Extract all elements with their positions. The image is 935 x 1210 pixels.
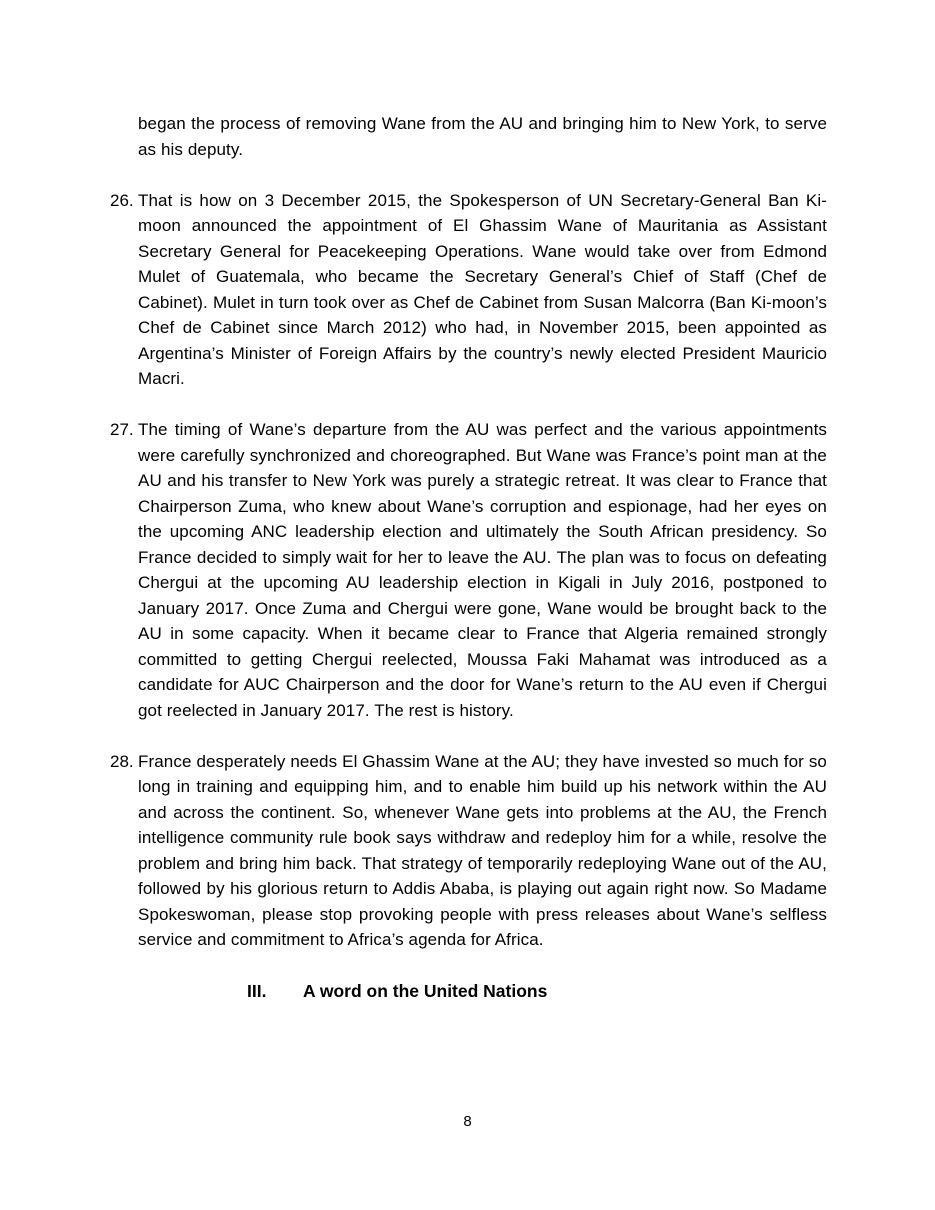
page-number: 8 (463, 1113, 472, 1130)
paragraph-number: 26. (110, 190, 134, 210)
paragraph-text: The timing of Wane’s departure from the AU was perfect and the various appointments were carefully synchronized and choreographed. But Wane was France’s point man at the AU and his transfer to New York was purely a strategic retreat. It was clear to France that Chairperson Zuma, who knew about Wane’s corruption and espionage, had her eyes on the upcoming ANC leadership election and ultimately the South African presidency. So France decided to simply wait for her to leave the AU. The plan was to focus on defeating Chergui at the upcoming AU leadership election in Kigali in July 2016, postponed to January 2017. Once Zuma and Chergui were gone, Wane would be brought back to the AU in some capacity. When it became clear to France that Algeria remained strongly committed to getting Chergui reelected, Moussa Faki Mahamat was introduced as a candidate for AUC Chairperson and the door for Wane’s return to the AU even if Chergui got reelected in January 2017. The rest is history. (138, 420, 827, 720)
paragraph-number: 28. (110, 751, 134, 771)
paragraph-number: 27. (110, 420, 134, 439)
numbered-paragraph-26 (110, 188, 827, 392)
paragraph-text: That is how on 3 December 2015, the Spokesperson of UN Secretary-General Ban Ki-moon announced the appointment of El Ghassim Wane of Mauritania as Assistant Secretary General for Peacekeeping Operations. Wane would take over from Edmond Mulet of Guatemala, who became the Secretary General’s Chief of Staff (Chef de Cabinet). Mulet in turn took over as Chef de Cabinet from Susan Malcorra (Ban Ki-moon’s Chef de Cabinet since March 2012) who had, in November 2015, been appointed as Argentina’s Minister of Foreign Affairs by the country’s newly elected President Mauricio Macri. (138, 190, 827, 388)
paragraph-continuation: began the process of removing Wane from the AU and bringing him to New York, to serve as his deputy. (138, 114, 827, 159)
section-heading-title: A word on the United Nations (303, 981, 548, 1001)
numbered-paragraph-28 (110, 749, 827, 953)
numbered-paragraph-27 (110, 417, 827, 723)
paragraph-text: France desperately needs El Ghassim Wane at the AU; they have invested so much for so long in training and equipping him, and to enable him build up his network within the AU and across the continent. So, whenever Wane gets into problems at the AU, the French intelligence community rule book says withdraw and redeploy him for a while, resolve the problem and bring him back. That strategy of temporarily redeploying Wane out of the AU, followed by his glorious return to Addis Ababa, is playing out again right now. So Madame Spokeswoman, please stop provoking people with press releases about Wane’s selfless service and commitment to Africa’s agenda for Africa. (138, 751, 827, 949)
section-heading-numeral: III. (247, 981, 267, 1001)
document-body (110, 111, 827, 1004)
section-heading (247, 978, 827, 1004)
